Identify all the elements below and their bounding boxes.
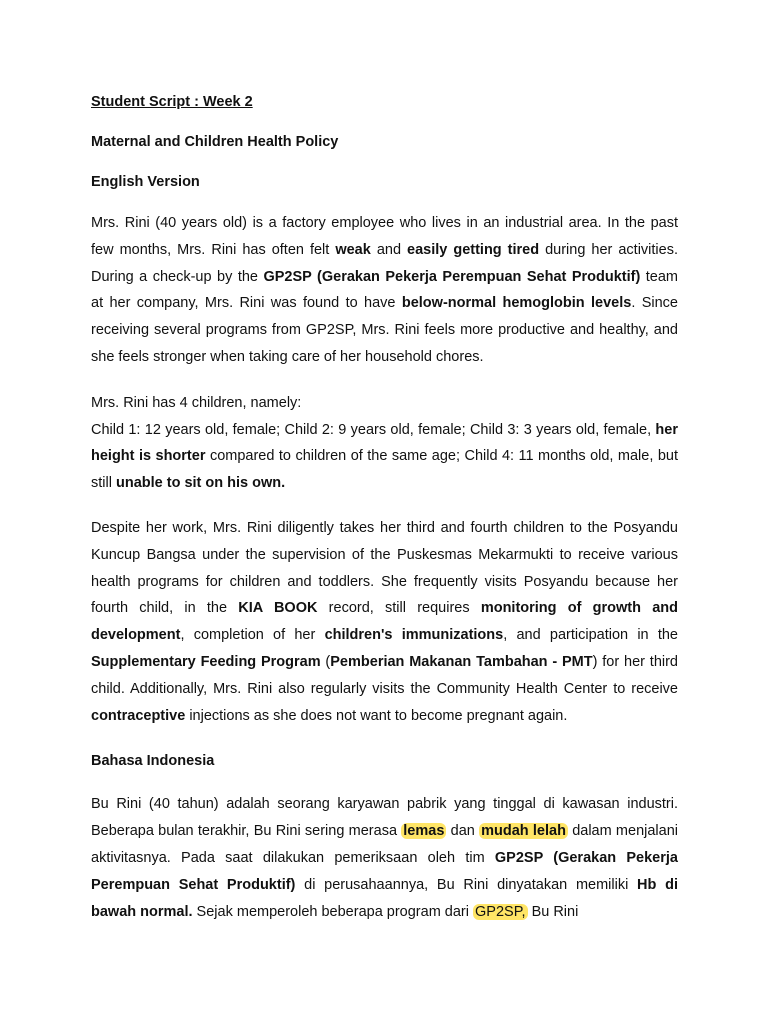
highlighted-text: lemas	[403, 823, 445, 840]
bold-text: GP2SP (Gerakan Pekerja Perempuan Sehat Produktif)	[263, 268, 641, 285]
bold-text: KIA BOOK	[238, 600, 318, 617]
text-run: dalam menjalani aktivitasnya. Pada saat dilakukan pemeriksaan oleh tim	[91, 823, 678, 866]
english-paragraph-2-intro: Mrs. Rini has 4 children, namely:	[91, 394, 302, 411]
bold-text: her height is shorter	[91, 421, 678, 465]
bold-text: monitoring of growth and development	[91, 600, 678, 644]
indonesian-paragraph-1	[91, 791, 678, 925]
text-run: Mrs. Rini (40 years old) is a factory employee who lives in an industrial area. In the past few months, Mrs. Rini has often felt	[91, 215, 678, 258]
bold-text: Pemberian Makanan Tambahan - PMT	[330, 653, 593, 670]
document-subtitle: Maternal and Children Health Policy	[91, 134, 339, 150]
text-run: di perusahaannya, Bu Rini dinyatakan memiliki	[295, 876, 638, 893]
text-run: , completion of her	[180, 627, 325, 644]
document-page	[91, 88, 678, 925]
bold-text: GP2SP (Gerakan Pekerja Perempuan Sehat Produktif)	[91, 849, 678, 893]
document-title: Student Script : Week 2	[91, 94, 253, 110]
indonesian-heading: Bahasa Indonesia	[91, 753, 215, 770]
bold-text: contraceptive	[91, 707, 186, 724]
bold-text: Supplementary Feeding Program	[91, 653, 321, 670]
text-run: Bu Rini (40 tahun) adalah seorang karyawan pabrik yang tinggal di kawasan industri. Beberapa bulan terakhir, Bu Rini sering merasa	[91, 796, 678, 840]
bold-text: unable to sit on his own.	[115, 475, 286, 492]
text-run: dan	[446, 823, 480, 840]
text-run: and	[370, 241, 408, 258]
highlighted-text: mudah lelah	[481, 823, 566, 840]
text-run: (	[320, 653, 331, 670]
text-run: during her activities. During a check-up by the	[91, 241, 679, 285]
english-paragraph-3	[91, 515, 678, 729]
bold-text: Hb di bawah normal.	[91, 876, 678, 920]
text-run: Despite her work, Mrs. Rini diligently takes her third and fourth children to the Posyandu Kuncup Bangsa under the supervision of the Puskesmas Mekarmukti to receive various health programs for children and toddlers. She frequently visits Posyandu because her fourth child, in the	[91, 519, 678, 617]
highlighted-text: GP2SP,	[475, 903, 526, 920]
bold-text: below-normal hemoglobin levels	[401, 295, 632, 312]
english-paragraph-1	[91, 210, 678, 371]
english-version-heading: English Version	[91, 174, 200, 190]
english-paragraph-2	[91, 417, 678, 497]
text-run: , and participation in the	[503, 627, 678, 644]
bold-text: easily getting tired	[407, 241, 540, 258]
text-run: . Since receiving several programs from GP2SP, Mrs. Rini feels more productive and healthy, and she feels stronger when taking care of her household chores.	[91, 295, 678, 365]
text-run: record, still requires	[317, 600, 481, 617]
text-run: Bu Rini	[527, 903, 579, 920]
text-run: Child 1: 12 years old, female; Child 2: 9 years old, female; Child 3: 3 years old, female,	[91, 421, 656, 438]
bold-text: weak	[335, 241, 371, 258]
text-run: Sejak memperoleh beberapa program dari	[192, 903, 474, 920]
bold-text: children's immunizations	[324, 627, 504, 644]
text-run: compared to children of the same age; Child 4: 11 months old, male, but still	[91, 448, 678, 492]
text-run: injections as she does not want to become pregnant again.	[185, 707, 568, 724]
text-run: team at her company, Mrs. Rini was found to have	[91, 268, 679, 312]
text-run: ) for her third child. Additionally, Mrs. Rini also regularly visits the Community Health Center to receive	[91, 653, 679, 697]
